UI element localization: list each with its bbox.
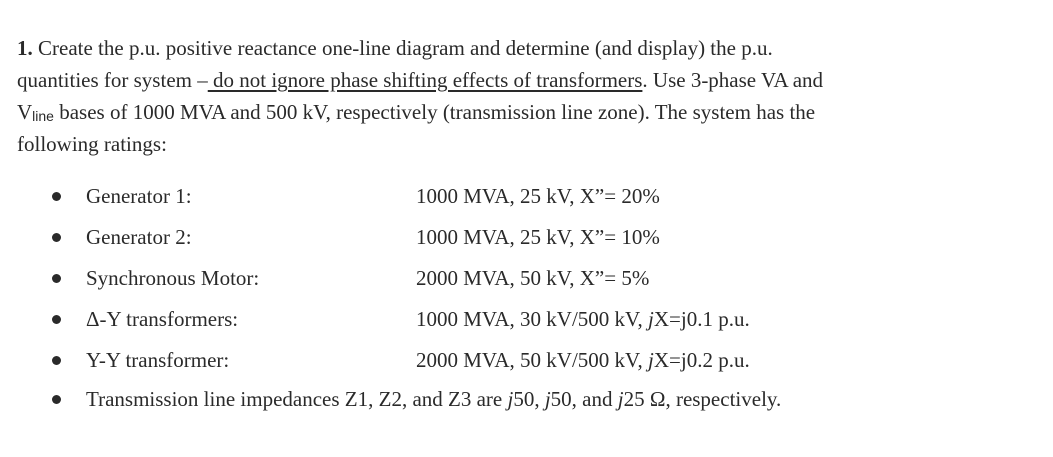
list-item bbox=[0, 344, 1053, 376]
rating-label: Generator 2: bbox=[86, 225, 192, 249]
rating-value-text: 2000 MVA, 50 kV/500 kV, bbox=[416, 348, 649, 372]
phase-shift-emphasis: do not ignore phase shifting effects of transformers bbox=[207, 68, 643, 92]
imaginary-unit: j bbox=[507, 387, 514, 411]
bullet-icon bbox=[52, 315, 61, 324]
bullet-icon bbox=[52, 274, 61, 283]
impedance-value-2: 50, and bbox=[550, 387, 618, 411]
voltage-subscript: line bbox=[32, 108, 54, 124]
rating-label: Synchronous Motor: bbox=[86, 266, 260, 290]
rating-value bbox=[416, 303, 750, 335]
rating-value-text: X=j0.1 p.u. bbox=[653, 307, 750, 331]
problem-text-2b: . Use 3-phase VA and bbox=[642, 68, 824, 92]
rating-label: Generator 1: bbox=[86, 184, 192, 208]
impedance-text bbox=[86, 383, 781, 415]
impedance-text-1: Transmission line impedances Z1, Z2, and Z3 are bbox=[86, 387, 508, 411]
list-item bbox=[0, 262, 1053, 294]
impedance-value-1: 50, bbox=[513, 387, 545, 411]
problem-line-1 bbox=[17, 32, 1037, 64]
imaginary-unit: j bbox=[648, 307, 654, 331]
bullet-icon bbox=[52, 356, 61, 365]
rating-value-text: 1000 MVA, 30 kV/500 kV, bbox=[416, 307, 649, 331]
imaginary-unit: j bbox=[544, 387, 551, 411]
bullet-icon bbox=[52, 233, 61, 242]
problem-line-3 bbox=[17, 96, 1037, 128]
impedance-value-3: 25 Ω, respectively. bbox=[623, 387, 782, 411]
list-item bbox=[0, 303, 1053, 335]
rating-label: Y-Y transformer: bbox=[86, 348, 230, 372]
problem-text-2a: quantities for system – bbox=[17, 68, 208, 92]
imaginary-unit: j bbox=[648, 348, 654, 372]
problem-statement bbox=[17, 32, 1037, 160]
list-item bbox=[0, 221, 1053, 253]
problem-line-4 bbox=[17, 128, 1037, 160]
voltage-symbol: V bbox=[17, 100, 33, 124]
problem-line-2 bbox=[17, 64, 1037, 96]
rating-label: Δ-Y transformers: bbox=[86, 307, 239, 331]
problem-text-3: bases of 1000 MVA and 500 kV, respectively (transmission line zone). The system has the bbox=[53, 100, 816, 124]
rating-value: 1000 MVA, 25 kV, X”= 10% bbox=[416, 225, 660, 249]
problem-text-4: following ratings: bbox=[17, 132, 167, 156]
problem-text-1: Create the p.u. positive reactance one-line diagram and determine (and display) the p.u. bbox=[32, 36, 773, 60]
rating-value: 2000 MVA, 50 kV, X”= 5% bbox=[416, 266, 650, 290]
bullet-icon bbox=[52, 395, 61, 404]
list-item bbox=[0, 383, 1053, 415]
imaginary-unit: j bbox=[617, 387, 624, 411]
rating-value-text: X=j0.2 p.u. bbox=[653, 348, 750, 372]
rating-value: 1000 MVA, 25 kV, X”= 20% bbox=[416, 184, 660, 208]
rating-value bbox=[416, 344, 750, 376]
problem-number: 1. bbox=[17, 36, 33, 60]
list-item bbox=[0, 180, 1053, 212]
bullet-icon bbox=[52, 192, 61, 201]
